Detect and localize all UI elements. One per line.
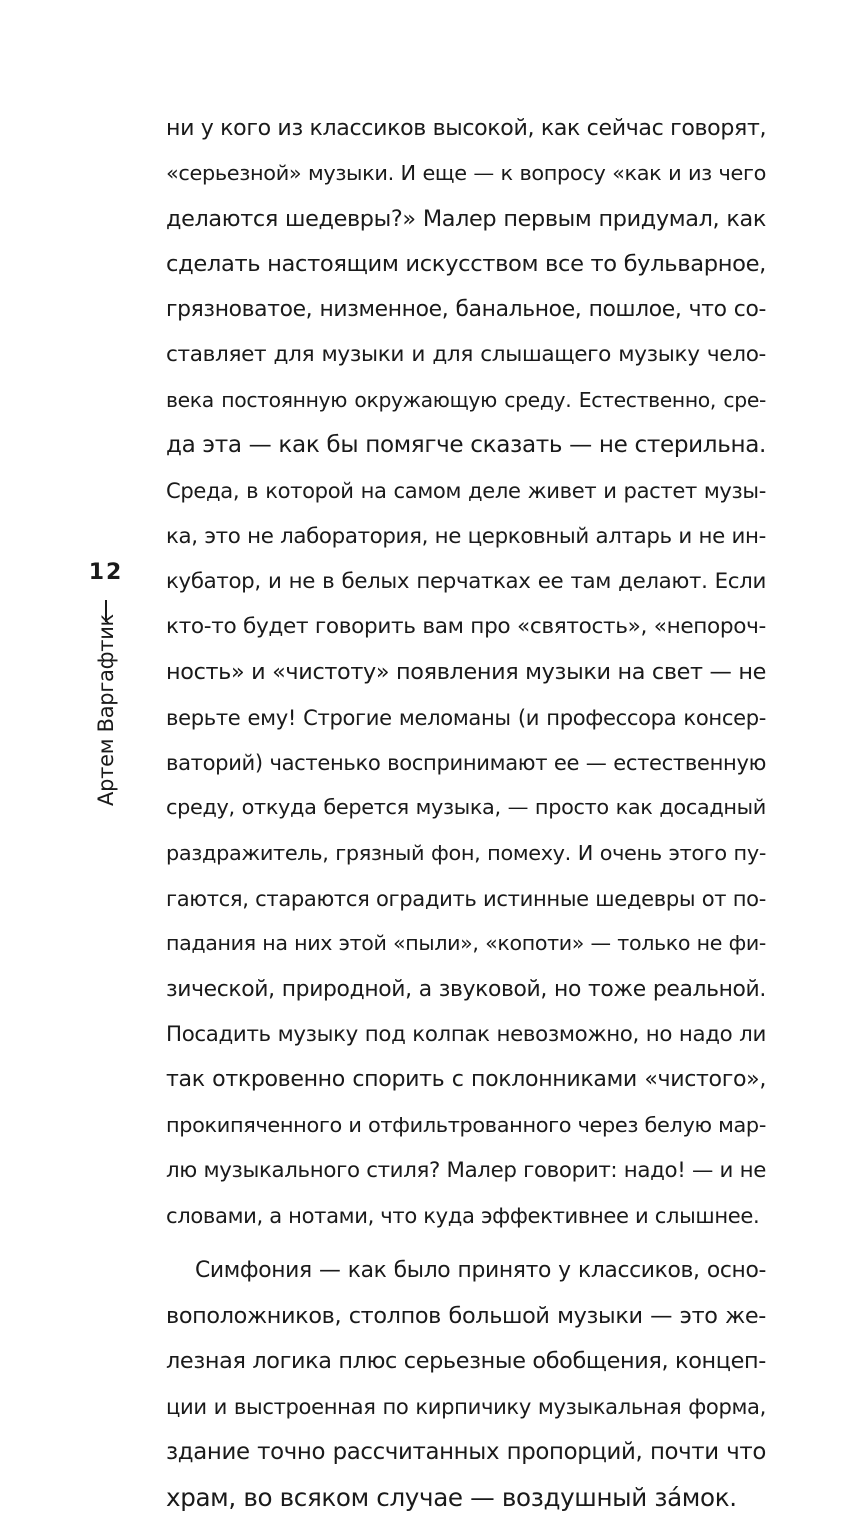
text-line: воположников, столпов большой музыки — это же- [166,1302,766,1329]
text-line: Посадить музыку под колпак невозможно, но надо ли [166,1021,766,1047]
text-line: делаются шедевры?» Малер первым придумал, как [166,205,766,232]
text-line: ции и выстроенная по кирпичику музыкальная форма, [166,1394,766,1420]
paragraph-2 [166,1248,766,1520]
paragraph-1 [166,106,766,1238]
text-line: Симфония — как было принято у классиков, осно- [195,1258,766,1284]
text-line: сделать настоящим искусством все то бульварное, [166,250,766,277]
text-line: ность» и «чистоту» появления музыки на свет — не [166,658,766,685]
text-line: раздражитель, грязный фон, помеху. И очень этого пу- [166,840,766,865]
text-line: века постоянную окружающую среду. Естественно, сре- [166,387,766,412]
text-line: прокипяченного и отфильтрованного через белую мар- [166,1112,766,1137]
text-line: «серьезной» музыки. И еще — к вопросу «как и из чего [166,161,766,186]
text-line: верьте ему! Строгие меломаны (и профессора консер- [166,704,766,730]
text-line: здание точно рассчитанных пропорций, почти что [166,1438,766,1465]
body-text [166,106,766,1520]
text-line: грязноватое, низменное, банальное, пошлое, что со- [166,297,766,323]
text-line: падания на них этой «пыли», «копоти» — только не фи- [166,931,766,956]
running-head-author: Артем Варгафтик [94,614,118,806]
text-line: храм, во всяком случае — воздушный за́мок. [166,1482,737,1512]
text-line: словами, а нотами, что куда эффективнее и слышнее. [166,1203,760,1229]
text-line: ставляет для музыки и для слышащего музыку чело- [166,342,766,368]
text-line: Среда, в которой на самом деле живет и растет музы- [166,478,766,504]
text-line: ка, это не лаборатория, не церковный алтарь и не ин- [166,523,766,549]
text-line: лезная логика плюс серьезные обобщения, концеп- [166,1348,766,1375]
text-line: ваторий) частенько воспринимают ее — естественную [166,750,766,776]
text-line: гаются, стараются оградить истинные шедевры от по- [166,886,766,912]
text-line: да эта — как бы помягче сказать — не стерильна. [166,432,766,459]
page-number: 12 [88,560,124,585]
text-line: кто-то будет говорить вам про «святость», «непороч- [166,614,766,640]
text-line: зической, природной, а звуковой, но тоже реальной. [166,976,766,1002]
text-line: так откровенно спорить с поклонниками «чистого», [166,1066,766,1093]
text-line: среду, откуда берется музыка, — просто как досадный [166,795,766,820]
text-line: ни у кого из классиков высокой, как сейчас говорят, [166,115,767,141]
text-line: лю музыкального стиля? Малер говорит: надо! — и не [166,1157,766,1183]
text-line: кубатор, и не в белых перчатках ее там делают. Если [166,568,766,594]
